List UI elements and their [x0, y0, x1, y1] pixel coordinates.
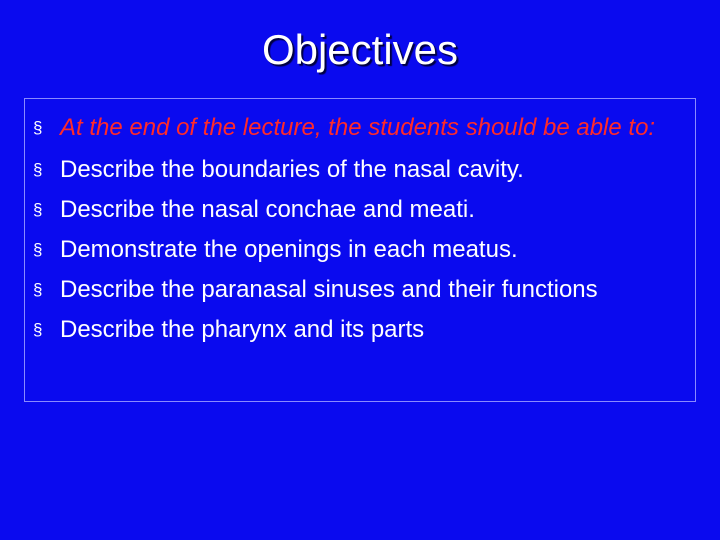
slide-title: Objectives: [261, 26, 459, 73]
bullet-icon: §: [33, 320, 43, 339]
list-item: [33, 310, 693, 350]
list-item-text: Describe the pharynx and its parts: [60, 316, 425, 343]
bullet-icon: §: [33, 240, 43, 259]
list-item: [33, 230, 693, 270]
bullet-icon: §: [33, 280, 43, 299]
objectives-list: [33, 111, 693, 350]
content-box: [24, 98, 696, 402]
list-item: [33, 190, 693, 230]
bullet-icon: §: [33, 160, 43, 179]
bullet-icon: §: [33, 118, 43, 137]
list-item-text: Describe the paranasal sinuses and their functions: [60, 276, 598, 303]
list-item: [33, 150, 693, 190]
list-item-text: Demonstrate the openings in each meatus.: [60, 236, 518, 263]
list-item: [33, 270, 693, 310]
list-item-text: Describe the boundaries of the nasal cavity.: [60, 156, 524, 183]
intro-text: At the end of the lecture, the students should be able to:: [60, 114, 656, 141]
list-item-text: Describe the nasal conchae and meati.: [60, 196, 475, 223]
bullet-icon: §: [33, 200, 43, 219]
list-item-intro: [33, 111, 693, 144]
